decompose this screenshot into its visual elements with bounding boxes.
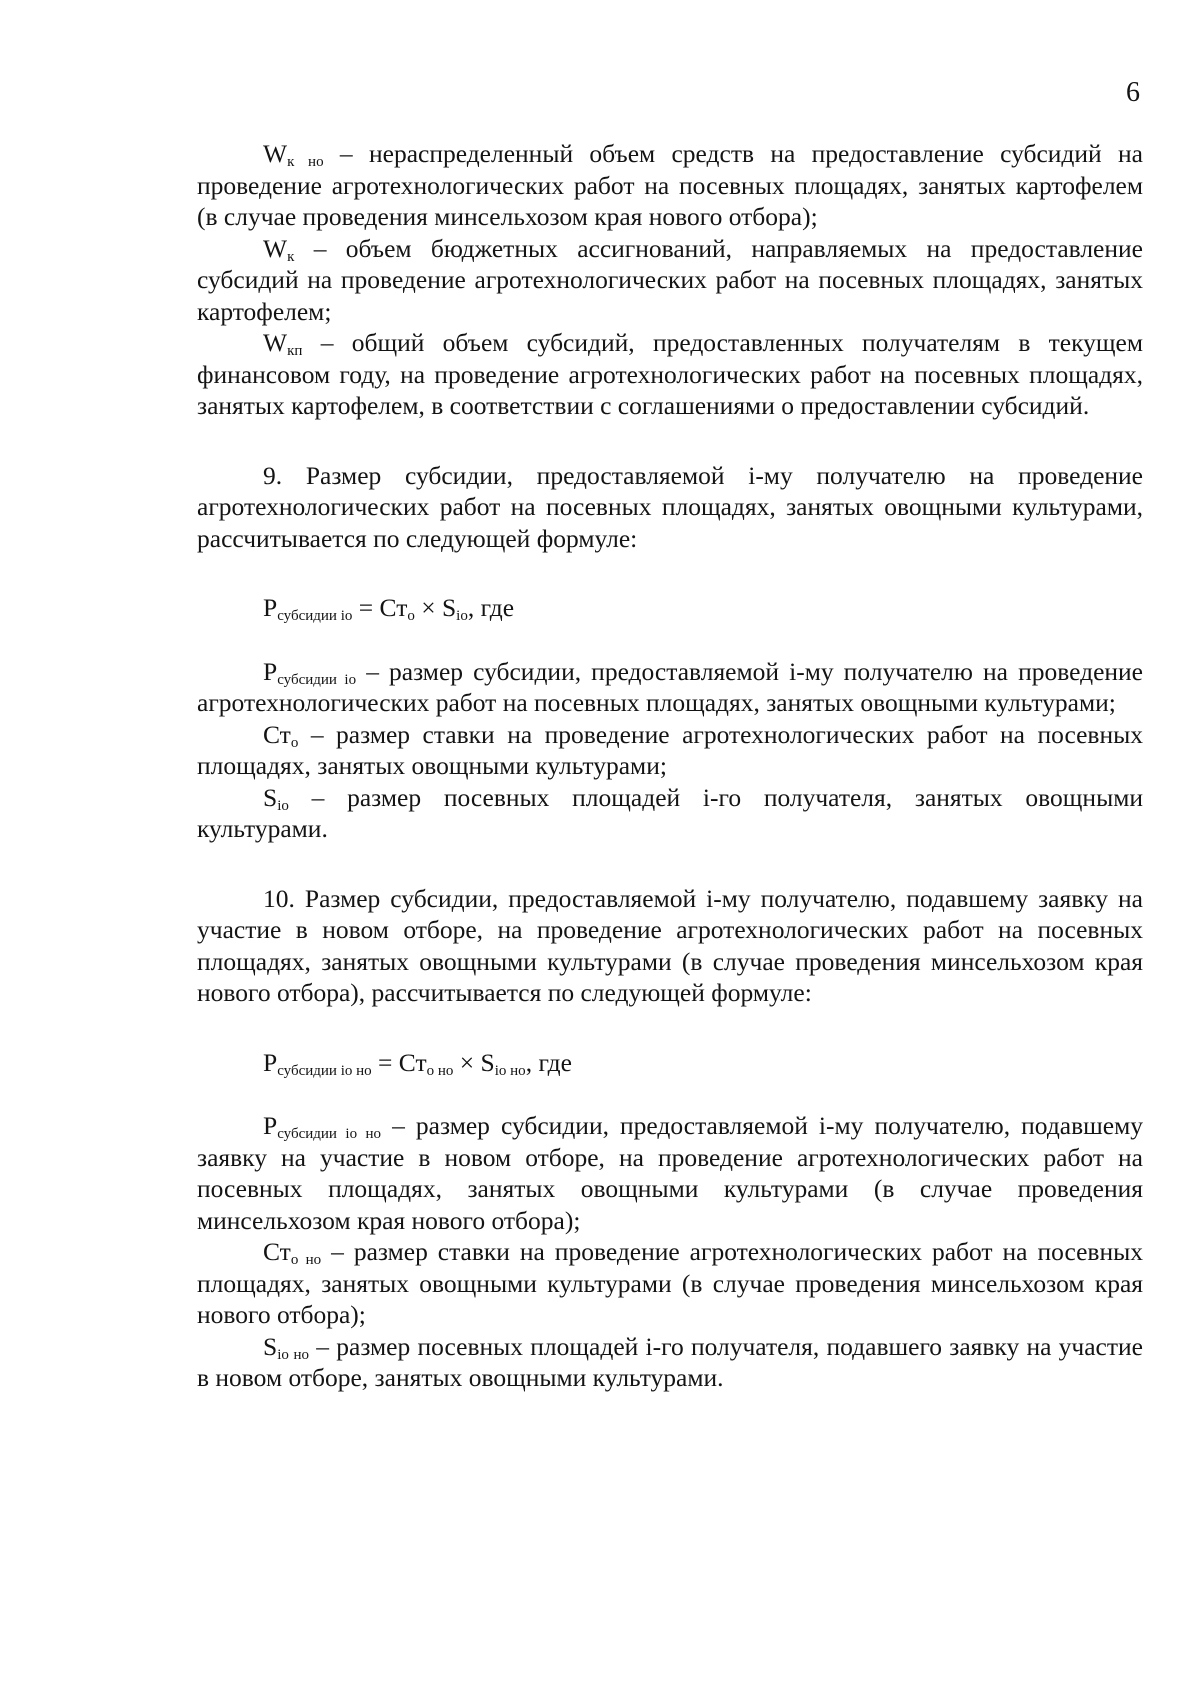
section-10-definition-s: $S_{io но}$ – размер посевных площадей i-го получателя, подавшего заявку на участие в новом отборе, занятых овощными культурами. <box>197 1331 1143 1392</box>
section-9-definition-s: $S_{io}$ – размер посевных площадей i-го получателя, занятых овощными культурами. <box>197 782 1143 843</box>
section-9-formula: $P_{субсидии io} = Ст_o \times S_{io}$, где <box>263 593 515 624</box>
definition-wkp: $W_{кп}$ – общий объем субсидий, предоставленных получателям в текущем финансовом году, на проведение агротехнологических работ на посевных площадях, занятых картофелем, в соответствии с соглашениями о предоставлении субсидий. <box>197 328 1143 420</box>
definition-wk: $W_к$ – объем бюджетных ассигнований, направляемых на предоставление субсидий на проведение агротехнологических работ на посевных площадях, занятых картофелем; <box>197 233 1143 326</box>
section-10-definition-p: $P_{субсидии io но}$ – размер субсидии, предоставляемой i-му получателю, подавшему заявку на участие в новом отборе, на проведение агротехнологических работ на посевных площадях, занятых овощными культурами (в случае проведения минсельхозом края нового отбора); <box>197 1111 1143 1235</box>
section-10-formula: $P_{субсидии io но} = Ст_{o но} \times S_{io но}$, где <box>263 1047 572 1079</box>
section-9-paragraph: 9. Размер субсидии, предоставляемой i-му получателю на проведение агротехнологических работ на посевных площадях, занятых овощными культурами, рассчитывается по следующей формуле: <box>197 460 1143 553</box>
page-number: 6 <box>1126 77 1140 108</box>
document-body <box>197 138 1143 1394</box>
definition-wk-no: $W_{к но}$ – нераспределенный объем средств на предоставление субсидий на проведение агротехнологических работ на посевных площадях, занятых картофелем (в случае проведения минсельхозом края нового отбора); <box>197 139 1143 231</box>
section-9-definition-p: $P_{субсидии io}$ – размер субсидии, предоставляемой i-му получателю на проведение агротехнологических работ на посевных площадях, занятых овощными культурами; <box>197 656 1143 717</box>
section-10-definition-ct: $Ст_{o но}$ – размер ставки на проведение агротехнологических работ на посевных площадях, занятых овощными культурами (в случае проведения минсельхозом края нового отбора); <box>197 1237 1143 1329</box>
section-9-definition-ct: $Ст_o$ – размер ставки на проведение агротехнологических работ на посевных площадях, занятых овощными культурами; <box>197 719 1143 780</box>
section-10-paragraph: 10. Размер субсидии, предоставляемой i-му получателю, подавшему заявку на участие в новом отборе, на проведение агротехнологических работ на посевных площадях, занятых овощными культурами (в случае проведения минсельхозом края нового отбора), рассчитывается по следующей формуле: <box>197 883 1143 1007</box>
